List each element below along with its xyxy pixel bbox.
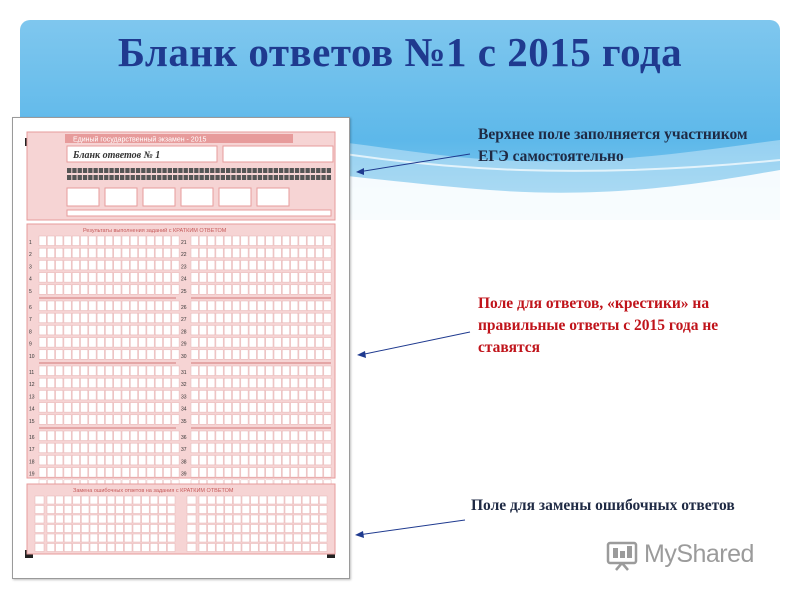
callout-top-field: Верхнее поле заполняется участником ЕГЭ самостоятельно <box>478 126 748 165</box>
question-number: 6 <box>29 305 32 311</box>
question-number: 27 <box>181 317 187 324</box>
question-number: 21 <box>181 240 187 246</box>
replacement-heading: Замена ошибочных ответов на задания с КРАТКИМ ОТВЕТОМ <box>73 488 234 494</box>
question-number: 16 <box>29 435 35 441</box>
question-number: 36 <box>181 435 187 441</box>
question-number: 14 <box>29 406 35 413</box>
projector-icon <box>606 537 640 571</box>
question-number: 8 <box>29 329 32 336</box>
question-number: 4 <box>29 276 32 283</box>
form-title-text: Бланк ответов № 1 <box>73 150 161 161</box>
question-number: 23 <box>181 264 187 271</box>
question-number: 15 <box>29 418 35 425</box>
question-number: 7 <box>29 317 32 324</box>
question-number: 22 <box>181 252 187 259</box>
watermark <box>606 536 776 572</box>
question-number: 25 <box>181 288 187 295</box>
question-number: 34 <box>181 406 187 413</box>
question-number: 12 <box>29 382 35 389</box>
callout-answer-field: Поле для ответов, «крестики» на правильные ответы с 2015 года не ставятся <box>478 295 719 356</box>
arrowhead-answer-field <box>357 351 366 358</box>
question-number: 33 <box>181 394 187 401</box>
question-number: 31 <box>181 370 187 376</box>
slide-title: Бланк ответов №1 с 2015 года <box>117 29 683 75</box>
question-number: 1 <box>29 240 32 246</box>
watermark-text: MyShared <box>644 539 754 568</box>
arrow-replacement-field <box>358 520 465 535</box>
question-number: 9 <box>29 341 32 348</box>
question-number: 39 <box>181 471 187 478</box>
question-number: 3 <box>29 264 32 271</box>
question-number: 26 <box>181 305 187 311</box>
question-number: 32 <box>181 382 187 389</box>
callout-replacement-field: Поле для замены ошибочных ответов <box>471 497 735 514</box>
question-number: 30 <box>181 353 187 360</box>
question-number: 29 <box>181 341 187 348</box>
question-number: 5 <box>29 288 32 295</box>
header-text: Единый государственный экзамен - 2015 <box>73 136 207 144</box>
question-number: 19 <box>29 471 35 478</box>
question-number: 18 <box>29 459 35 466</box>
arrow-top-field <box>358 154 470 172</box>
question-number: 35 <box>181 418 187 425</box>
question-number: 24 <box>181 276 187 283</box>
question-number: 11 <box>29 370 35 376</box>
question-number: 2 <box>29 252 32 259</box>
question-number: 17 <box>29 447 35 454</box>
arrowhead-top-field <box>356 168 364 175</box>
arrow-answer-field <box>360 332 470 355</box>
question-number: 10 <box>29 353 35 360</box>
question-number: 13 <box>29 394 35 401</box>
question-number: 28 <box>181 329 187 336</box>
question-number: 38 <box>181 459 187 466</box>
question-number: 37 <box>181 447 187 454</box>
short-answers-heading: Результаты выполнения заданий с КРАТКИМ ОТВЕТОМ <box>83 228 227 234</box>
arrowhead-replacement-field <box>355 531 364 538</box>
